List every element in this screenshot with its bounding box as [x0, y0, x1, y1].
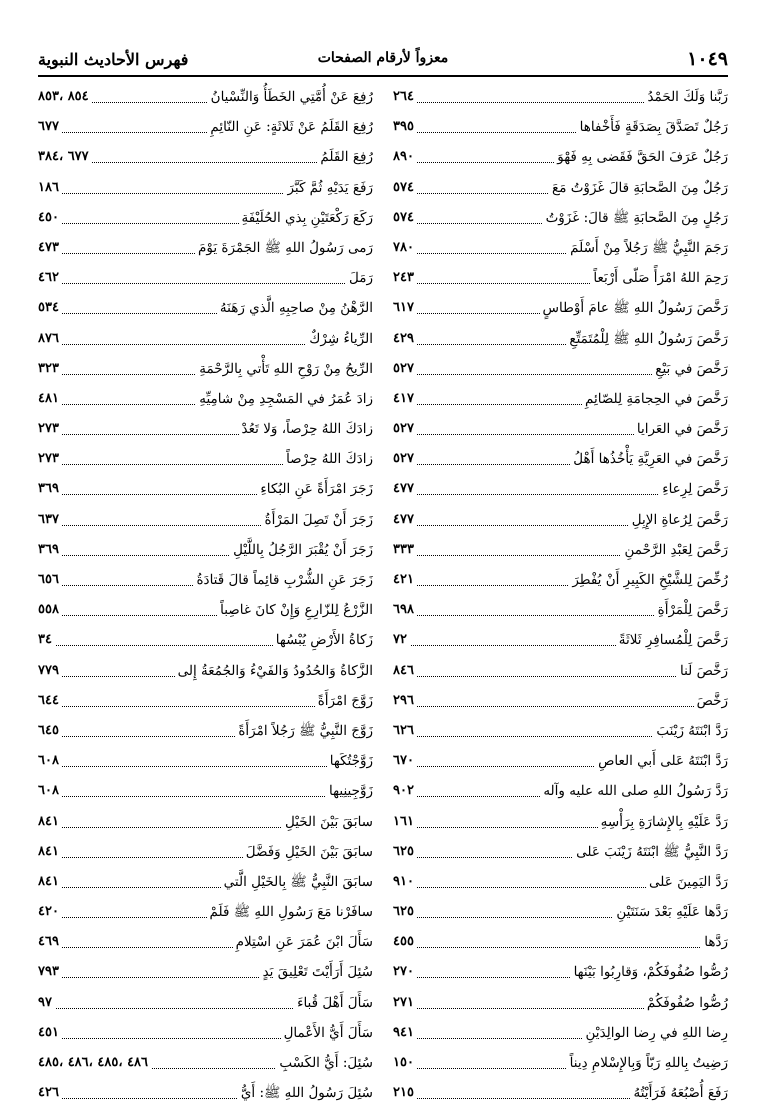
index-entry [38, 716, 373, 746]
hadith-text: رَجُلٌ تَصَدَّقَ بِصَدَقَةٍ فَأَخْفاها [577, 112, 728, 142]
hadith-text: سابَقَ النَّبِيُّ ﷺ بِالخَيْلِ الَّتي [221, 867, 373, 897]
dot-leader [393, 706, 728, 707]
page-reference: ٨٤٦ [393, 656, 417, 686]
index-entry [393, 686, 728, 716]
index-entry [38, 142, 373, 172]
hadith-text: رَخَّصَ لِرِعاءِ [659, 474, 728, 504]
page-reference: ٤٨١ [38, 384, 62, 414]
hadith-text: الرِّيحُ مِنْ رَوْحِ اللهِ تَأْتي بِالرَّحْمَةِ [196, 354, 373, 384]
hadith-text: رَخَّصَ لَنا [677, 656, 728, 686]
index-entry [38, 1048, 373, 1078]
hadith-text: رَدَّ النَّبِيُّ ﷺ ابْنَتَهُ زَيْنَبَ عَلى [573, 837, 728, 867]
hadith-text: رَدَّها [701, 927, 728, 957]
hadith-text: رَخَّصَ لِلْمُسافِرِ ثَلاثَةً [616, 625, 728, 655]
index-entry [393, 263, 728, 293]
index-entry [393, 82, 728, 112]
page-reference: ٤٢١ [393, 565, 417, 595]
page-reference: ٤٧٣ [38, 233, 62, 263]
index-entry [38, 927, 373, 957]
page-reference: ٥٢٧ [393, 354, 417, 384]
page-reference: ٤٢٩ [393, 324, 417, 354]
index-entry [38, 535, 373, 565]
hadith-text: رَخَّصَ في العَرايا [634, 414, 728, 444]
page-reference: ٥٧٤ [393, 203, 417, 233]
page-reference: ٢٧١ [393, 988, 417, 1018]
page-reference: ٣٣٣ [393, 535, 417, 565]
hadith-text: زَجَرَ عَنِ الشُّرْبِ قائِماً قالَ قَتادَةُ [193, 565, 373, 595]
page-reference: ٦٠٨ [38, 776, 62, 806]
hadith-text: سَأَلَ ابْنَ عُمَرَ عَنِ اسْتِلامِ [233, 927, 373, 957]
hadith-text: رَخَّصَ في الحِجامَةِ لِلصّائِمِ [582, 384, 728, 414]
right-index-column [393, 82, 728, 1108]
index-entry [38, 324, 373, 354]
page-reference: ٩٤١ [393, 1018, 417, 1048]
page-reference: ٧٧٩ [38, 656, 62, 686]
hadith-text: سُئِلَ رَسُولُ اللهِ ﷺ: أَيُّ [238, 1078, 373, 1108]
page-number: ١٠٤٩ [687, 48, 728, 70]
index-entry [38, 625, 373, 655]
hadith-text: سَأَلَ أَيُّ الأَعْمالِ [281, 1018, 373, 1048]
index-entry [38, 203, 373, 233]
page-reference: ٢٧٠ [393, 957, 417, 987]
page-reference: ٤٢٦ [38, 1078, 62, 1108]
hadith-text: رَفَعَ يَدَيْهِ ثُمَّ كَبَّرَ [284, 173, 373, 203]
header-rule [38, 75, 728, 77]
index-entry [38, 1018, 373, 1048]
hadith-text: سُئِلَ أَرَأَيْتَ تَعْلِيقَ يَدٍ [260, 957, 373, 987]
index-entry [393, 142, 728, 172]
page-reference: ٤١٧ [393, 384, 417, 414]
hadith-text: رَخَّصَ لِرُعاةِ الإِبِلِ [629, 505, 728, 535]
index-entry [38, 293, 373, 323]
index-entry [393, 474, 728, 504]
hadith-text: زَجَرَ أَنْ تَصِلَ المَرْأَةُ [262, 505, 373, 535]
index-entry [38, 414, 373, 444]
page-reference: ٨٤١ [38, 807, 62, 837]
index-entry [38, 656, 373, 686]
page-reference: ٣٤ [38, 625, 55, 655]
dot-leader [393, 947, 728, 948]
page-reference: ٨٥٤ ،٨٥٣ [38, 82, 92, 112]
hadith-text: الرِّياءُ شِرْكٌ [306, 324, 373, 354]
hadith-text: رِضا اللهِ في رِضا الوالِدَيْنِ [583, 1018, 728, 1048]
index-entry [38, 354, 373, 384]
index-entry [38, 897, 373, 927]
page-reference: ٤٧٧ [393, 474, 417, 504]
index-subtitle: معزواً لأرقام الصفحات [317, 50, 449, 66]
hadith-text: رَدَّ عَلَيْهِ بِالإِشارَةِ بِرَأْسِهِ [598, 807, 728, 837]
index-entry [393, 324, 728, 354]
hadith-text: رَجُلٌ عَرَفَ الحَقَّ فَقَضى بِهِ فَهْوَ [554, 142, 728, 172]
index-entry [38, 505, 373, 535]
index-entry [393, 746, 728, 776]
hadith-text: رُصُّوا صُفُوفَكُمْ، وَقارِبُوا بَيْنَها [571, 957, 728, 987]
index-entry [393, 293, 728, 323]
hadith-text: رَخَّصَ في بَيْعِ [652, 354, 728, 384]
hadith-text: زَوَّجَ النَّبِيُّ ﷺ رَجُلاً امْرَأَةً [235, 716, 373, 746]
hadith-text: رَفَعَ أُصْبُعَهُ فَرَأَيْتُهُ [631, 1078, 729, 1108]
hadith-text: زادَكَ اللهُ حِرْصاً [283, 444, 373, 474]
page-reference: ٦١٧ [393, 293, 417, 323]
hadith-text: سُئِلَ: أَيُّ الكَسْبِ [276, 1048, 373, 1078]
page-reference: ١٥٠ [393, 1048, 417, 1078]
index-entry [393, 776, 728, 806]
dot-leader [38, 796, 373, 797]
page-reference: ٤٨٦ ،٤٨٥ ،٤٨٦ ،٤٨٥ [38, 1048, 151, 1078]
hadith-text: رُصُّوا صُفُوفَكُمْ [644, 988, 728, 1018]
index-entry [38, 988, 373, 1018]
page-reference: ٧٢ [393, 625, 410, 655]
hadith-text: رَخَّصَ رَسُولُ اللهِ ﷺ عامَ أَوْطاسٍ [540, 293, 729, 323]
index-entry [393, 354, 728, 384]
page-reference: ٦٩٨ [393, 595, 417, 625]
hadith-text: رُفِعَ عَنْ أُمَّتِي الخَطَأُ وَالنِّسْيانُ [208, 82, 373, 112]
page-reference: ٦٤٤ [38, 686, 62, 716]
index-entry [393, 625, 728, 655]
index-entry [393, 716, 728, 746]
page-reference: ٨٤١ [38, 867, 62, 897]
index-entry [393, 1018, 728, 1048]
index-entry [393, 595, 728, 625]
hadith-text: الزَّرْعُ لِلزّارِعِ وَإِنْ كانَ غاصِباً [217, 595, 373, 625]
hadith-text: رَمى رَسُولُ اللهِ ﷺ الجَمْرَةَ يَوْمَ [195, 233, 373, 263]
hadith-text: زَكاةُ الأَرْضِ يُبْسُها [273, 625, 373, 655]
index-entry [393, 867, 728, 897]
index-entry [38, 746, 373, 776]
page-reference: ٨٧٦ [38, 324, 62, 354]
index-entry [38, 807, 373, 837]
index-entry [393, 444, 728, 474]
page-reference: ٤٧٧ [393, 505, 417, 535]
hadith-text: رَدَّ رَسُولُ اللهِ صلى الله عليه وآله [540, 776, 728, 806]
page-reference: ٦٢٥ [393, 837, 417, 867]
page-reference: ٨٩٠ [393, 142, 417, 172]
index-entry [38, 776, 373, 806]
page-reference: ٧٩٣ [38, 957, 62, 987]
page-reference: ٣٦٩ [38, 535, 62, 565]
page-reference: ٦٣٧ [38, 505, 62, 535]
hadith-text: رَخَّصَ رَسُولُ اللهِ ﷺ لِلْمُتَمَتِّعِ [566, 324, 728, 354]
index-entry [38, 444, 373, 474]
page-reference: ٦٧٠ [393, 746, 417, 776]
hadith-text: زادَ عُمَرُ في المَسْجِدِ مِنْ شامِيِّهِ [196, 384, 373, 414]
page-reference: ٦٥٦ [38, 565, 62, 595]
hadith-text: رَضِيتُ بِاللهِ رَبّاً وَبِالإِسْلامِ دِيناً [567, 1048, 728, 1078]
page-reference: ٣٢٣ [38, 354, 62, 384]
page-reference: ٤٥٥ [393, 927, 417, 957]
index-entry [393, 897, 728, 927]
index-entry [38, 263, 373, 293]
page-reference: ٣٩٥ [393, 112, 417, 142]
page-reference: ٧٨٠ [393, 233, 417, 263]
hadith-text: رَبَّنا وَلَكَ الحَمْدُ [644, 82, 728, 112]
hadith-text: رُخِّصَ لِلشَّيْخِ الكَبِيرِ أَنْ يُفْطِرَ [569, 565, 728, 595]
page-reference: ٥٣٤ [38, 293, 62, 323]
hadith-text: الزَّكاةُ وَالحُدُودُ وَالفَيْءُ وَالجُمُعَةُ إِلى [175, 656, 373, 686]
page-reference: ٢٤٣ [393, 263, 417, 293]
index-entry [393, 988, 728, 1018]
page-reference: ٦٤٥ [38, 716, 62, 746]
page-reference: ٢٧٣ [38, 444, 62, 474]
dot-leader [38, 766, 373, 767]
index-entry [38, 595, 373, 625]
index-entry [38, 867, 373, 897]
hadith-text: رَدَّ اليَمِينَ عَلى [646, 867, 728, 897]
page-reference: ٤٢٠ [38, 897, 62, 927]
page-reference: ٤٦٢ [38, 263, 62, 293]
hadith-text: رَحِمَ اللهُ امْرَأً صَلّى أَرْبَعاً [590, 263, 728, 293]
index-entry [38, 112, 373, 142]
index-entry [38, 565, 373, 595]
page-reference: ٦٠٨ [38, 746, 62, 776]
hadith-text: رَكَعَ رَكْعَتَيْنِ بِذي الحُلَيْفَةِ [239, 203, 374, 233]
page-reference: ٦٧٧ ،٣٨٤ [38, 142, 92, 172]
hadith-text: رَخَّصَ لِلْمَرْأَةِ [655, 595, 728, 625]
hadith-text: سابَقَ بَيْنَ الخَيْلِ وَفَضَّلَ [243, 837, 373, 867]
hadith-text: سَأَلَ أَهْلَ قُباءَ [294, 988, 373, 1018]
page-reference: ٦٧٧ [38, 112, 62, 142]
page-reference: ٤٥٠ [38, 203, 62, 233]
page-header [38, 50, 728, 72]
page-reference: ٥٢٧ [393, 444, 417, 474]
index-entry [393, 414, 728, 444]
index-entry [38, 957, 373, 987]
hadith-text: رَدَّ ابْنَتَهُ زَيْنَبَ [653, 716, 728, 746]
hadith-text: زَجَرَ أَنْ يُقْبَرَ الرَّجُلُ بِاللَّيْلِ [230, 535, 373, 565]
hadith-text: رَدَّ ابْنَتَهُ عَلى أَبي العاصِ [595, 746, 728, 776]
index-entry [393, 1078, 728, 1108]
hadith-text: رُفِعَ القَلَمُ عَنْ ثَلاثَةٍ: عَنِ النّائِمِ [207, 112, 373, 142]
index-entry [393, 1048, 728, 1078]
hadith-text: سافَرْنا مَعَ رَسُولِ اللهِ ﷺ فَلَمْ [207, 897, 373, 927]
index-entry [38, 686, 373, 716]
hadith-text: رَخَّصَ لِعَبْدِ الرَّحْمنِ [621, 535, 728, 565]
hadith-text: رَمَلَ [346, 263, 373, 293]
hadith-text: زَوَّجَ امْرَأَةً [315, 686, 373, 716]
index-entry [38, 384, 373, 414]
hadith-text: زَوَّجْتُكَها [327, 746, 373, 776]
page-reference: ٢٩٦ [393, 686, 417, 716]
index-entry [393, 565, 728, 595]
hadith-text: رَدَّها عَلَيْهِ بَعْدَ سَنَتَيْنِ [613, 897, 728, 927]
page-reference: ٩٧ [38, 988, 55, 1018]
page-reference: ٨٤١ [38, 837, 62, 867]
index-entry [38, 1078, 373, 1108]
page-reference: ٦٢٥ [393, 897, 417, 927]
index-entry [38, 82, 373, 112]
hadith-text: الرَّهْنُ مِنْ صاحِبِهِ الَّذي رَهَنَهُ [217, 293, 373, 323]
page-reference: ٩٠٢ [393, 776, 417, 806]
page-reference: ٦٢٦ [393, 716, 417, 746]
page-reference: ٩١٠ [393, 867, 417, 897]
page-reference: ٢١٥ [393, 1078, 417, 1108]
hadith-text: زَجَرَ امْرَأَةً عَنِ البُكاءِ [257, 474, 373, 504]
page-reference: ٥٥٨ [38, 595, 62, 625]
hadith-text: رُفِعَ القَلَمُ [317, 142, 373, 172]
hadith-text: زَوَّجِينِيها [326, 776, 373, 806]
index-entry [393, 957, 728, 987]
dot-leader [38, 283, 373, 284]
page-reference: ١٦١ [393, 807, 417, 837]
index-entry [393, 112, 728, 142]
index-entry [38, 233, 373, 263]
index-entry [393, 807, 728, 837]
hadith-text: رَجُلٌ مِنَ الصَّحابَةِ قالَ غَزَوْتُ مَعَ [549, 173, 728, 203]
index-entry [393, 384, 728, 414]
hadith-text: سابَقَ بَيْنَ الخَيْلِ [282, 807, 373, 837]
hadith-text: زادَكَ اللهُ حِرْصاً، وَلا تَعُدْ [239, 414, 373, 444]
index-entry [393, 535, 728, 565]
index-entry [38, 173, 373, 203]
index-entry [38, 837, 373, 867]
page-reference: ٢٧٣ [38, 414, 62, 444]
hadith-text: رَخَّصَ في العَرِيَّةِ يَأْخُذُها أَهْلُ [570, 444, 728, 474]
index-entry [393, 203, 728, 233]
index-entry [393, 656, 728, 686]
page-reference: ٤٥١ [38, 1018, 62, 1048]
index-entry [393, 233, 728, 263]
index-entry [38, 474, 373, 504]
hadith-text: رَخَّصَ [694, 686, 728, 716]
index-title: فهرس الأحاديث النبوية [38, 50, 189, 69]
index-entry [393, 837, 728, 867]
page-reference: ٤٦٩ [38, 927, 62, 957]
page-reference: ١٨٦ [38, 173, 62, 203]
page-reference: ٣٦٩ [38, 474, 62, 504]
left-index-column [38, 82, 373, 1108]
index-entry [393, 927, 728, 957]
hadith-text: رَجَمَ النَّبِيُّ ﷺ رَجُلاً مِنْ أَسْلَمَ [567, 233, 728, 263]
page-reference: ٢٦٤ [393, 82, 417, 112]
index-entry [393, 173, 728, 203]
page-reference: ٥٧٤ [393, 173, 417, 203]
page-reference: ٥٢٧ [393, 414, 417, 444]
hadith-text: رَجُلٍ مِنَ الصَّحابَةِ ﷺ قالَ: غَزَوْتُ [543, 203, 728, 233]
index-entry [393, 505, 728, 535]
